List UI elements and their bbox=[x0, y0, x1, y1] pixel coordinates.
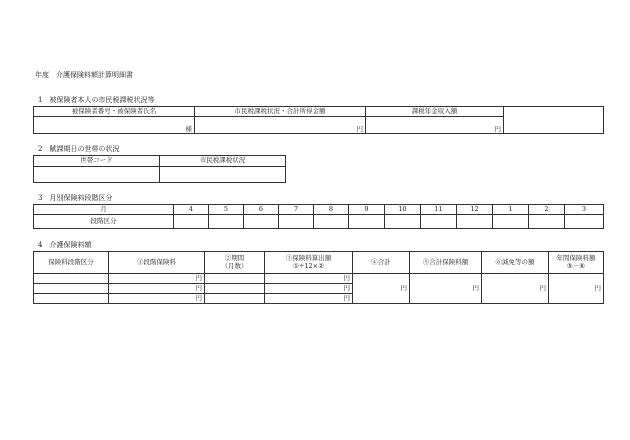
header-total-premium: ⑤合計保険料額 bbox=[410, 252, 482, 274]
header-insured-number-name: 被保険者番号・被保険者氏名 bbox=[34, 107, 195, 117]
month-cell: 3 bbox=[565, 205, 604, 215]
month-cell: 1 bbox=[493, 205, 529, 215]
blank-cell bbox=[504, 107, 604, 134]
yen-unit: 円 bbox=[400, 283, 407, 292]
rank-cell bbox=[529, 215, 565, 229]
period-cell bbox=[205, 274, 265, 284]
calculated-cell bbox=[265, 284, 353, 294]
rank-label: 段階区分 bbox=[34, 215, 174, 229]
sama-suffix: 様 bbox=[185, 124, 192, 133]
header-household-tax-status: 市民税課税状況 bbox=[160, 156, 286, 167]
period-cell bbox=[205, 294, 265, 304]
header-calculated bbox=[265, 252, 353, 274]
rank-cell bbox=[349, 215, 385, 229]
rank-cell bbox=[34, 274, 109, 284]
insured-name-cell bbox=[34, 117, 195, 134]
month-cell: 5 bbox=[209, 205, 244, 215]
rank-cell bbox=[565, 215, 604, 229]
header-sum: ④合計 bbox=[353, 252, 410, 274]
header-annual-line2: ⑤－⑥ bbox=[566, 261, 586, 270]
month-cell: 4 bbox=[174, 205, 209, 215]
rank-cell bbox=[279, 215, 314, 229]
month-cell: 8 bbox=[314, 205, 349, 215]
rank-premium-cell bbox=[109, 284, 205, 294]
month-cell: 7 bbox=[279, 205, 314, 215]
yen-unit: 円 bbox=[195, 283, 202, 292]
rank-cell bbox=[174, 215, 209, 229]
rank-cell bbox=[421, 215, 457, 229]
monthly-rank-table bbox=[33, 204, 604, 229]
section-1-heading: 1 被保険者本人の市民税課税状況等 bbox=[38, 96, 155, 104]
header-period-line2: （月数） bbox=[221, 261, 248, 270]
period-cell bbox=[205, 284, 265, 294]
yen-unit: 円 bbox=[472, 283, 479, 292]
header-pension-income: 課税年金収入額 bbox=[366, 107, 504, 117]
household-code-cell bbox=[34, 167, 160, 183]
header-tax-status-income: 市民税課税状況・合計所得金額 bbox=[195, 107, 366, 117]
header-rank: 保険料段階区分 bbox=[34, 252, 109, 274]
rank-cell bbox=[34, 294, 109, 304]
rank-cell bbox=[493, 215, 529, 229]
total-premium-cell bbox=[410, 274, 482, 304]
rank-cell bbox=[314, 215, 349, 229]
yen-unit: 円 bbox=[356, 124, 363, 133]
section-3-heading: 3 月別保険料段階区分 bbox=[38, 194, 113, 202]
header-annual-line1: 年間保険料額 bbox=[556, 254, 596, 263]
header-calculated-line1: ③保険料算出額 bbox=[285, 254, 332, 263]
yen-unit: 円 bbox=[594, 283, 601, 292]
rank-cell bbox=[209, 215, 244, 229]
yen-unit: 円 bbox=[539, 283, 546, 292]
insured-person-table bbox=[33, 106, 604, 134]
month-cell: 6 bbox=[244, 205, 279, 215]
rank-cell bbox=[34, 284, 109, 294]
section-2-heading: 2 賦課期日の世帯の状況 bbox=[38, 145, 120, 153]
annual-premium-cell bbox=[549, 274, 604, 304]
header-household-code: 世帯コード bbox=[34, 156, 160, 167]
sum-cell bbox=[353, 274, 410, 304]
month-cell: 11 bbox=[421, 205, 457, 215]
yen-unit: 円 bbox=[343, 273, 350, 282]
section-4-heading: 4 介護保険料額 bbox=[38, 241, 92, 249]
yen-unit: 円 bbox=[343, 293, 350, 302]
document-title: 年度 介護保険料額計算明細書 bbox=[35, 71, 133, 79]
rank-cell bbox=[457, 215, 493, 229]
pension-income-cell bbox=[366, 117, 504, 134]
rank-premium-cell bbox=[109, 274, 205, 284]
yen-unit: 円 bbox=[343, 283, 350, 292]
calculated-cell bbox=[265, 294, 353, 304]
yen-unit: 円 bbox=[195, 293, 202, 302]
header-period-line1: ②期間 bbox=[224, 254, 245, 263]
premium-table bbox=[33, 251, 604, 304]
total-income-cell bbox=[195, 117, 366, 134]
rank-cell bbox=[244, 215, 279, 229]
header-rank-premium: ①段階保険料 bbox=[109, 252, 205, 274]
yen-unit: 円 bbox=[195, 273, 202, 282]
rank-cell bbox=[385, 215, 421, 229]
header-reduction: ⑥減免等の額 bbox=[482, 252, 549, 274]
household-table bbox=[33, 155, 286, 183]
header-calculated-line2: ①÷12×② bbox=[293, 261, 324, 270]
rank-premium-cell bbox=[109, 294, 205, 304]
month-cell: 9 bbox=[349, 205, 385, 215]
month-cell: 10 bbox=[385, 205, 421, 215]
month-cell: 12 bbox=[457, 205, 493, 215]
header-period bbox=[205, 252, 265, 274]
calculated-cell bbox=[265, 274, 353, 284]
header-annual-premium bbox=[549, 252, 604, 274]
month-cell: 2 bbox=[529, 205, 565, 215]
reduction-cell bbox=[482, 274, 549, 304]
yen-unit: 円 bbox=[494, 124, 501, 133]
household-tax-status-cell bbox=[160, 167, 286, 183]
month-label: 月 bbox=[34, 205, 174, 215]
